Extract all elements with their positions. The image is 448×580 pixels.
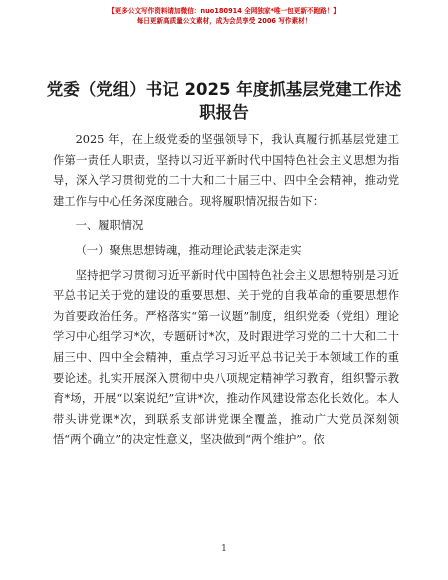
section-heading: 一、履职情况 [75, 219, 144, 233]
body-paragraph: 坚持把学习贯彻习近平新时代中国特色社会主义思想特别是习近平总书记关于党的建设的重要思想、关于党的自我革命的重要思想作为首要政治任务。严格落实“第一议题”制度，组织党委（党组）理论学习中心组学习*次，专题研讨*次，及时跟进学习党的二十大和二十届三中、四中全会精神，重点学习习近平总书记关于本领域工作的重要论述。扎实开展深入贯彻中央八项规定精神学习教育，组织警示教育*场，开展“以案说纪”宣讲*次，推动作风建设常态化长效化。本人带头讲党课*次，到联系支部讲党课全覆盖，推动广大党员深刻领悟“两个确立”的决定性意义，坚决做到“两个维护”。依 [53, 268, 399, 447]
promo-banner-line1: 【更多公文写作资料请加微信：nuo180914 全网独家*唯一包更新不跑路！】 [108, 7, 340, 15]
promo-banner [0, 6, 448, 26]
subsection-heading: （一）聚焦思想铸魂，推动理论武装走深走实 [75, 243, 302, 257]
page-number: 1 [221, 544, 227, 554]
intro-paragraph: 2025 年，在上级党委的坚强领导下，我认真履行抓基层党建工作第一责任人职责，坚持以习近平新时代中国特色社会主义思想为指导，深入学习贯彻党的二十大和二十届三中、四中全会精神，推动党建工作与中心任务深度融合。现将履职情况报告如下： [53, 133, 399, 208]
promo-banner-line2: 每日更新高质量公文素材，成为会员享受 2006 写作素材！ [136, 17, 312, 25]
document-body [53, 130, 399, 451]
document-title: 党委（党组）书记 2025 年度抓基层党建工作述职报告 [46, 80, 402, 122]
